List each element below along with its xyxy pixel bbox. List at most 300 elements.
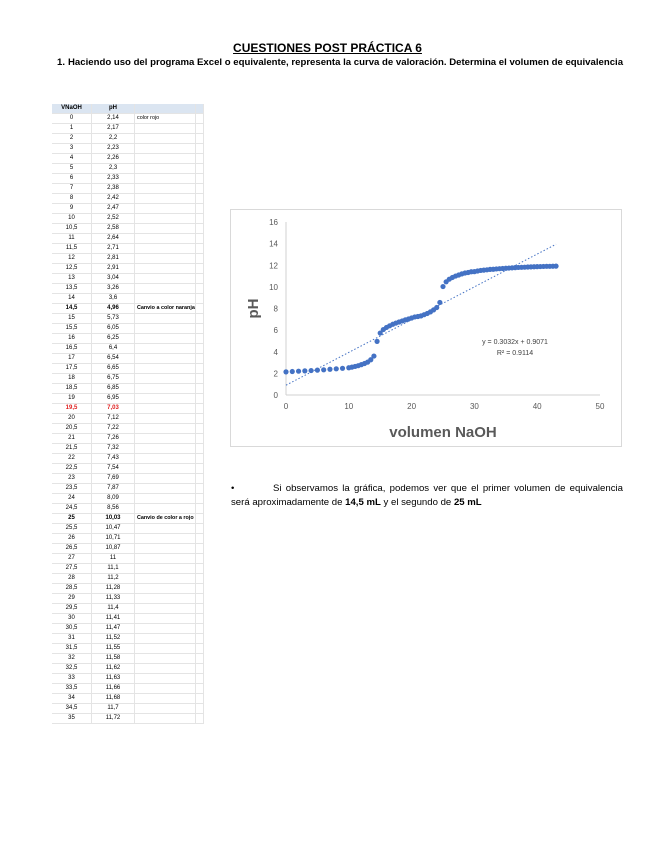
- titration-chart: [230, 209, 622, 447]
- cell-ph: 2,23: [92, 144, 135, 154]
- table-row: [52, 324, 203, 334]
- cell-ph: 11,68: [92, 694, 135, 704]
- table-row: [52, 414, 203, 424]
- x-tick-label: 10: [344, 402, 354, 411]
- cell-note: [135, 404, 196, 414]
- table-row: [52, 134, 203, 144]
- cell-volume: 16: [52, 334, 92, 344]
- cell-note: [135, 364, 196, 374]
- cell-empty: [195, 614, 203, 624]
- cell-ph: 7,12: [92, 414, 135, 424]
- y-tick-label: 0: [273, 391, 278, 400]
- cell-empty: [195, 484, 203, 494]
- cell-volume: 34: [52, 694, 92, 704]
- cell-note: [135, 144, 196, 154]
- cell-note: [135, 484, 196, 494]
- table-row: [52, 484, 203, 494]
- cell-note: [135, 324, 196, 334]
- table-row: [52, 444, 203, 454]
- cell-note: [135, 234, 196, 244]
- data-point: [434, 305, 439, 310]
- chart-svg: [231, 210, 621, 446]
- cell-volume: 11: [52, 234, 92, 244]
- cell-empty: [195, 594, 203, 604]
- cell-note: [135, 214, 196, 224]
- cell-volume: 29: [52, 594, 92, 604]
- cell-empty: [195, 454, 203, 464]
- cell-note: [135, 624, 196, 634]
- table-row: [52, 494, 203, 504]
- cell-ph: 11,1: [92, 564, 135, 574]
- cell-ph: 11: [92, 554, 135, 564]
- cell-volume: 18: [52, 374, 92, 384]
- cell-empty: [195, 244, 203, 254]
- table-row: [52, 554, 203, 564]
- cell-volume: 30: [52, 614, 92, 624]
- cell-note: [135, 314, 196, 324]
- data-point: [296, 369, 301, 374]
- x-tick-label: 0: [283, 402, 289, 411]
- cell-volume: 24: [52, 494, 92, 504]
- cell-note: [135, 414, 196, 424]
- cell-ph: 11,66: [92, 684, 135, 694]
- cell-volume: 33: [52, 674, 92, 684]
- cell-empty: [195, 684, 203, 694]
- cell-ph: 3,26: [92, 284, 135, 294]
- cell-note: [135, 374, 196, 384]
- cell-ph: 11,62: [92, 664, 135, 674]
- data-point: [371, 353, 376, 358]
- cell-ph: 7,69: [92, 474, 135, 484]
- table-row: [52, 674, 203, 684]
- cell-ph: 4,96: [92, 304, 135, 314]
- cell-note: [135, 634, 196, 644]
- cell-volume: 27: [52, 554, 92, 564]
- cell-ph: 2,71: [92, 244, 135, 254]
- cell-empty: [195, 414, 203, 424]
- cell-empty: [195, 674, 203, 684]
- cell-ph: 3,04: [92, 274, 135, 284]
- question-text: Haciendo uso del programa Excel o equivalente, representa la curva de valoración. Determina el volumen de equivalencia: [68, 57, 624, 68]
- cell-volume: 19: [52, 394, 92, 404]
- table-row: [52, 714, 203, 724]
- table-row: [52, 364, 203, 374]
- cell-ph: 2,33: [92, 174, 135, 184]
- cell-empty: [195, 464, 203, 474]
- table-row: [52, 264, 203, 274]
- cell-note: [135, 134, 196, 144]
- cell-ph: 11,33: [92, 594, 135, 604]
- cell-ph: 5,73: [92, 314, 135, 324]
- cell-volume: 10: [52, 214, 92, 224]
- cell-ph: 8,56: [92, 504, 135, 514]
- cell-empty: [195, 354, 203, 364]
- header-empty: [195, 104, 203, 114]
- conclusion-text-2: y el segundo de: [380, 497, 454, 508]
- cell-note: [135, 334, 196, 344]
- cell-ph: 6,4: [92, 344, 135, 354]
- cell-ph: 6,25: [92, 334, 135, 344]
- cell-empty: [195, 254, 203, 264]
- cell-ph: 2,2: [92, 134, 135, 144]
- cell-empty: [195, 284, 203, 294]
- cell-note: [135, 124, 196, 134]
- cell-empty: [195, 524, 203, 534]
- x-tick-label: 50: [595, 402, 605, 411]
- table-row: [52, 224, 203, 234]
- y-tick-label: 2: [273, 369, 278, 379]
- cell-note: [135, 294, 196, 304]
- cell-note: [135, 274, 196, 284]
- cell-ph: 2,26: [92, 154, 135, 164]
- cell-note: [135, 594, 196, 604]
- cell-note: [135, 474, 196, 484]
- data-point: [374, 339, 379, 344]
- data-point: [340, 366, 345, 371]
- cell-ph: 3,6: [92, 294, 135, 304]
- cell-ph: 8,09: [92, 494, 135, 504]
- cell-volume: 15: [52, 314, 92, 324]
- y-axis-title: pH: [245, 298, 262, 319]
- cell-empty: [195, 224, 203, 234]
- data-point: [327, 367, 332, 372]
- cell-note: [135, 664, 196, 674]
- cell-volume: 29,5: [52, 604, 92, 614]
- cell-note: [135, 644, 196, 654]
- cell-empty: [195, 124, 203, 134]
- table-row: [52, 504, 203, 514]
- equivalence-volume-2: 25 mL: [453, 497, 482, 508]
- table-row: [52, 704, 203, 714]
- cell-empty: [195, 644, 203, 654]
- cell-volume: 5: [52, 164, 92, 174]
- data-point: [553, 264, 558, 269]
- equivalence-volume-1: 14,5 mL: [345, 497, 381, 508]
- cell-volume: 13: [52, 274, 92, 284]
- cell-note: [135, 424, 196, 434]
- cell-volume: 25,5: [52, 524, 92, 534]
- table-row: [52, 284, 203, 294]
- cell-empty: [195, 274, 203, 284]
- table-row: [52, 344, 203, 354]
- cell-volume: 23: [52, 474, 92, 484]
- table-row: [52, 174, 203, 184]
- cell-volume: 33,5: [52, 684, 92, 694]
- cell-note: [135, 704, 196, 714]
- cell-empty: [195, 504, 203, 514]
- cell-volume: 30,5: [52, 624, 92, 634]
- cell-empty: [195, 134, 203, 144]
- table-row: [52, 404, 203, 414]
- table-row: [52, 644, 203, 654]
- cell-empty: [195, 204, 203, 214]
- cell-ph: 11,47: [92, 624, 135, 634]
- cell-note: [135, 444, 196, 454]
- cell-note: [135, 224, 196, 234]
- cell-ph: 11,28: [92, 584, 135, 594]
- cell-empty: [195, 184, 203, 194]
- cell-ph: 6,65: [92, 364, 135, 374]
- cell-ph: 2,47: [92, 204, 135, 214]
- cell-empty: [195, 584, 203, 594]
- cell-empty: [195, 164, 203, 174]
- cell-volume: 32: [52, 654, 92, 664]
- cell-ph: 11,7: [92, 704, 135, 714]
- cell-empty: [195, 294, 203, 304]
- cell-note: [135, 264, 196, 274]
- cell-empty: [195, 424, 203, 434]
- cell-empty: [195, 324, 203, 334]
- cell-ph: 2,14: [92, 114, 135, 124]
- cell-empty: [195, 264, 203, 274]
- cell-volume: 11,5: [52, 244, 92, 254]
- cell-volume: 18,5: [52, 384, 92, 394]
- cell-volume: 6: [52, 174, 92, 184]
- cell-empty: [195, 574, 203, 584]
- cell-empty: [195, 314, 203, 324]
- cell-volume: 10,5: [52, 224, 92, 234]
- cell-empty: [195, 604, 203, 614]
- cell-empty: [195, 114, 203, 124]
- table-row: [52, 424, 203, 434]
- table-row: [52, 334, 203, 344]
- cell-note: [135, 614, 196, 624]
- data-point: [283, 369, 288, 374]
- table-row: [52, 294, 203, 304]
- header-vnaoh: VNaOH: [52, 104, 92, 114]
- cell-ph: 10,71: [92, 534, 135, 544]
- table-row: [52, 244, 203, 254]
- cell-ph: 10,87: [92, 544, 135, 554]
- header-ph: pH: [92, 104, 135, 114]
- cell-volume: 22,5: [52, 464, 92, 474]
- table-row: [52, 384, 203, 394]
- cell-ph: 6,05: [92, 324, 135, 334]
- cell-note: Canvio de color a rojo: [135, 514, 196, 524]
- cell-ph: 7,43: [92, 454, 135, 464]
- conclusion-text-1: Si observamos la gráfica, podemos ver que el primer volumen de equivalencia será aproximadamente de: [231, 483, 623, 508]
- cell-volume: 7: [52, 184, 92, 194]
- cell-note: [135, 544, 196, 554]
- cell-ph: 7,22: [92, 424, 135, 434]
- data-point: [315, 368, 320, 373]
- cell-empty: [195, 304, 203, 314]
- x-tick-label: 40: [532, 402, 542, 411]
- table-row: [52, 124, 203, 134]
- table-row: [52, 234, 203, 244]
- cell-note: [135, 694, 196, 704]
- cell-note: [135, 574, 196, 584]
- cell-note: [135, 184, 196, 194]
- cell-volume: 20,5: [52, 424, 92, 434]
- cell-empty: [195, 174, 203, 184]
- cell-ph: 11,58: [92, 654, 135, 664]
- cell-note: [135, 674, 196, 684]
- cell-volume: 22: [52, 454, 92, 464]
- table-row: [52, 564, 203, 574]
- cell-note: [135, 584, 196, 594]
- cell-ph: 11,55: [92, 644, 135, 654]
- cell-empty: [195, 704, 203, 714]
- cell-ph: 7,87: [92, 484, 135, 494]
- cell-empty: [195, 434, 203, 444]
- cell-ph: 7,32: [92, 444, 135, 454]
- cell-note: [135, 394, 196, 404]
- table-row: [52, 474, 203, 484]
- table-row: [52, 354, 203, 364]
- header-empty: [135, 104, 196, 114]
- cell-empty: [195, 214, 203, 224]
- cell-volume: 26: [52, 534, 92, 544]
- cell-note: [135, 284, 196, 294]
- table-row: [52, 434, 203, 444]
- cell-empty: [195, 654, 203, 664]
- cell-note: [135, 504, 196, 514]
- y-tick-label: 4: [273, 347, 278, 357]
- cell-volume: 15,5: [52, 324, 92, 334]
- table-row: [52, 624, 203, 634]
- cell-ph: 2,64: [92, 234, 135, 244]
- cell-note: [135, 354, 196, 364]
- table-row: [52, 184, 203, 194]
- table-row: [52, 304, 203, 314]
- cell-empty: [195, 714, 203, 724]
- cell-ph: 2,17: [92, 124, 135, 134]
- table-row: [52, 144, 203, 154]
- cell-note: [135, 164, 196, 174]
- table-row: [52, 204, 203, 214]
- cell-volume: 9: [52, 204, 92, 214]
- cell-note: [135, 244, 196, 254]
- x-axis-title: volumen NaOH: [389, 424, 497, 441]
- cell-volume: 24,5: [52, 504, 92, 514]
- cell-ph: 2,3: [92, 164, 135, 174]
- cell-note: [135, 654, 196, 664]
- cell-note: [135, 534, 196, 544]
- x-tick-label: 30: [469, 402, 479, 411]
- cell-ph: 11,41: [92, 614, 135, 624]
- cell-empty: [195, 144, 203, 154]
- y-tick-label: 16: [269, 218, 278, 227]
- cell-ph: 2,58: [92, 224, 135, 234]
- cell-empty: [195, 364, 203, 374]
- table-row: [52, 534, 203, 544]
- cell-empty: [195, 694, 203, 704]
- table-row: [52, 524, 203, 534]
- cell-volume: 0: [52, 114, 92, 124]
- cell-volume: 2: [52, 134, 92, 144]
- table-row: [52, 684, 203, 694]
- cell-note: [135, 194, 196, 204]
- data-point: [290, 369, 295, 374]
- cell-ph: 11,2: [92, 574, 135, 584]
- cell-empty: [195, 474, 203, 484]
- cell-volume: 1: [52, 124, 92, 134]
- cell-volume: 32,5: [52, 664, 92, 674]
- cell-ph: 7,54: [92, 464, 135, 474]
- cell-volume: 20: [52, 414, 92, 424]
- cell-volume: 8: [52, 194, 92, 204]
- table-row: [52, 374, 203, 384]
- cell-ph: 6,95: [92, 394, 135, 404]
- cell-ph: 11,63: [92, 674, 135, 684]
- cell-empty: [195, 194, 203, 204]
- cell-empty: [195, 444, 203, 454]
- cell-ph: 2,81: [92, 254, 135, 264]
- table-row: [52, 634, 203, 644]
- table-row: [52, 164, 203, 174]
- cell-empty: [195, 564, 203, 574]
- cell-empty: [195, 494, 203, 504]
- cell-empty: [195, 334, 203, 344]
- cell-empty: [195, 374, 203, 384]
- cell-empty: [195, 554, 203, 564]
- cell-ph: 2,91: [92, 264, 135, 274]
- table-row: [52, 574, 203, 584]
- cell-volume: 27,5: [52, 564, 92, 574]
- conclusion: [231, 482, 623, 510]
- cell-volume: 3: [52, 144, 92, 154]
- cell-ph: 11,4: [92, 604, 135, 614]
- table-row: [52, 454, 203, 464]
- page-title: CUESTIONES POST PRÁCTICA 6: [233, 41, 422, 55]
- table-row: [52, 654, 203, 664]
- cell-note: [135, 684, 196, 694]
- table-row: [52, 594, 203, 604]
- cell-volume: 21: [52, 434, 92, 444]
- cell-empty: [195, 514, 203, 524]
- trendline-r2: R² = 0.9114: [496, 350, 534, 357]
- table-row: [52, 154, 203, 164]
- cell-volume: 28: [52, 574, 92, 584]
- cell-ph: 11,72: [92, 714, 135, 724]
- cell-note: [135, 494, 196, 504]
- cell-note: [135, 564, 196, 574]
- cell-volume: 14,5: [52, 304, 92, 314]
- cell-note: [135, 464, 196, 474]
- cell-volume: 35: [52, 714, 92, 724]
- y-tick-label: 10: [269, 282, 278, 292]
- cell-note: [135, 604, 196, 614]
- cell-volume: 31,5: [52, 644, 92, 654]
- y-tick-label: 8: [273, 304, 278, 314]
- data-point: [321, 367, 326, 372]
- table-row: [52, 194, 203, 204]
- table-row: [52, 314, 203, 324]
- cell-ph: 10,47: [92, 524, 135, 534]
- cell-note: [135, 434, 196, 444]
- question: [57, 57, 628, 69]
- cell-empty: [195, 234, 203, 244]
- cell-volume: 25: [52, 514, 92, 524]
- data-point: [437, 300, 442, 305]
- trendline-equation: y = 0.3032x + 0.9071: [482, 339, 548, 346]
- table-row: [52, 394, 203, 404]
- cell-volume: 4: [52, 154, 92, 164]
- table-row: [52, 254, 203, 264]
- question-number: 1.: [57, 57, 66, 68]
- bullet: •: [231, 483, 235, 494]
- cell-volume: 28,5: [52, 584, 92, 594]
- cell-empty: [195, 534, 203, 544]
- cell-note: [135, 714, 196, 724]
- y-tick-label: 12: [269, 261, 278, 271]
- cell-empty: [195, 664, 203, 674]
- table-header-row: [52, 104, 203, 114]
- table-row: [52, 114, 203, 124]
- y-tick-label: 14: [269, 239, 278, 249]
- cell-empty: [195, 394, 203, 404]
